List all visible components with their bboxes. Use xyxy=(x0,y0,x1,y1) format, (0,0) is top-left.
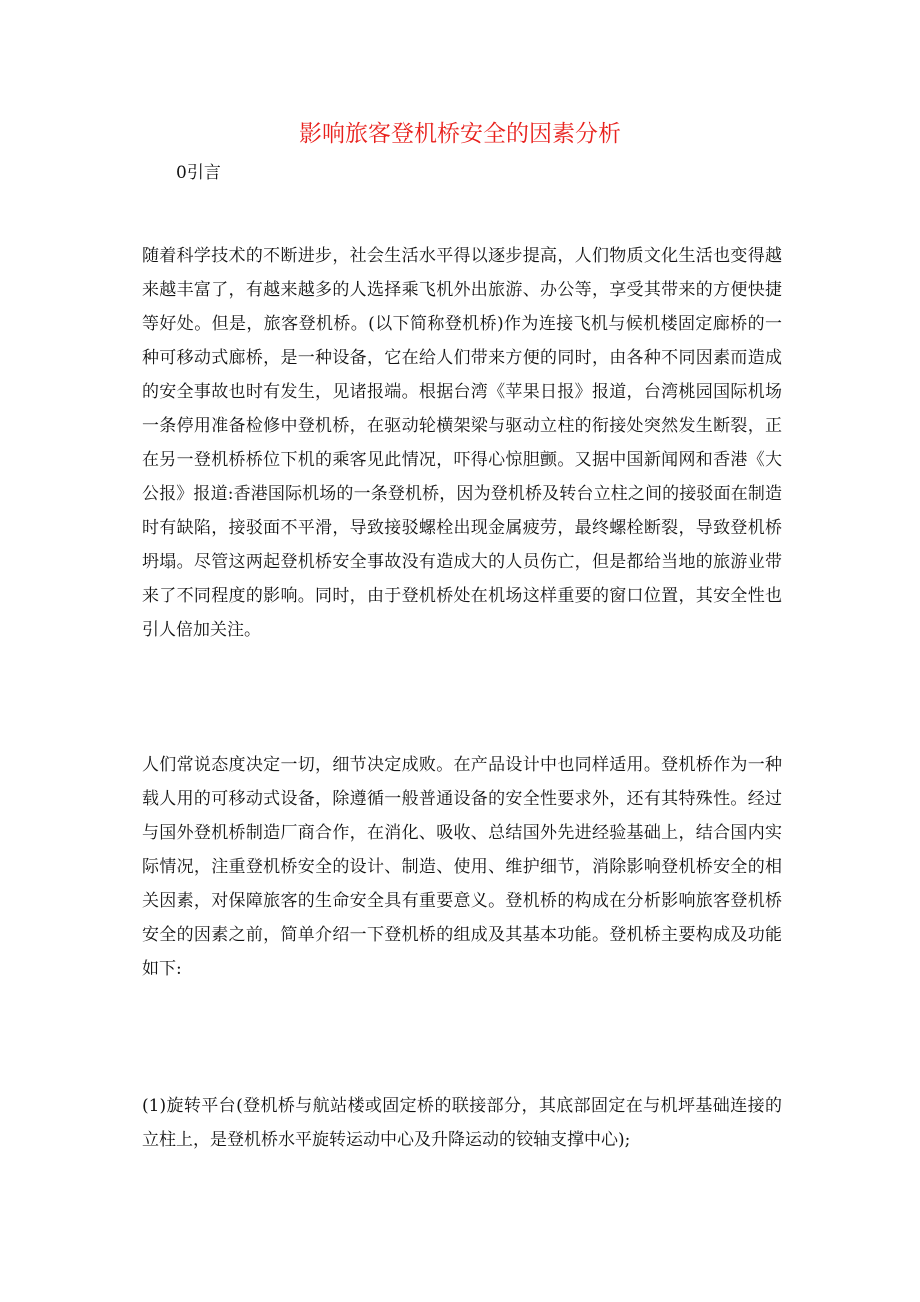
paragraph-design-details: 人们常说态度决定一切，细节决定成败。在产品设计中也同样适用。登机桥作为一种载人用的可移动式设备，除遵循一般普通设备的安全性要求外，还有其特殊性。经过与国外登机桥制造厂商合作，在消化、吸收、总结国外先进经验基础上，结合国内实际情况，注重登机桥安全的设计、制造、使用、维护细节，消除影响登机桥安全的相关因素，对保障旅客的生命安全具有重要意义。登机桥的构成在分析影响旅客登机桥安全的因素之前，简单介绍一下登机桥的组成及其基本功能。登机桥主要构成及功能如下: xyxy=(142,755,782,979)
intro-heading: 0引言 xyxy=(176,163,221,183)
paragraph-rotating-platform: (1)旋转平台(登机桥与航站楼或固定桥的联接部分，其底部固定在与机坪基础连接的立柱上，是登机桥水平旋转运动中心及升降运动的铰轴支撑中心); xyxy=(142,1096,782,1150)
document-title: 影响旅客登机桥安全的因素分析 xyxy=(299,121,621,147)
paragraph-background: 随着科学技术的不断进步，社会生活水平得以逐步提高，人们物质文化生活也变得越来越丰富了，有越来越多的人选择乘飞机外出旅游、办公等，享受其带来的方便快捷等好处。但是，旅客登机桥。(以下简称登机桥)作为连接飞机与候机楼固定廊桥的一种可移动式廊桥，是一种设备，它在给人们带来方便的同时，由各种不同因素而造成的安全事故也时有发生，见诸报端。根据台湾《苹果日报》报道，台湾桃园国际机场一条停用准备检修中登机桥，在驱动轮横架梁与驱动立柱的衔接处突然发生断裂，正在另一登机桥桥位下机的乘客见此情况，吓得心惊胆颤。又据中国新闻网和香港《大公报》报道:香港国际机场的一条登机桥，因为登机桥及转台立柱之间的接驳面在制造时有缺陷，接驳面不平滑，导致接驳螺栓出现金属疲劳，最终螺栓断裂，导致登机桥坍塌。尽管这两起登机桥安全事故没有造成大的人员伤亡，但是都给当地的旅游业带来了不同程度的影响。同时，由于登机桥处在机场这样重要的窗口位置，其安全性也引人倍加关注。 xyxy=(142,246,782,640)
